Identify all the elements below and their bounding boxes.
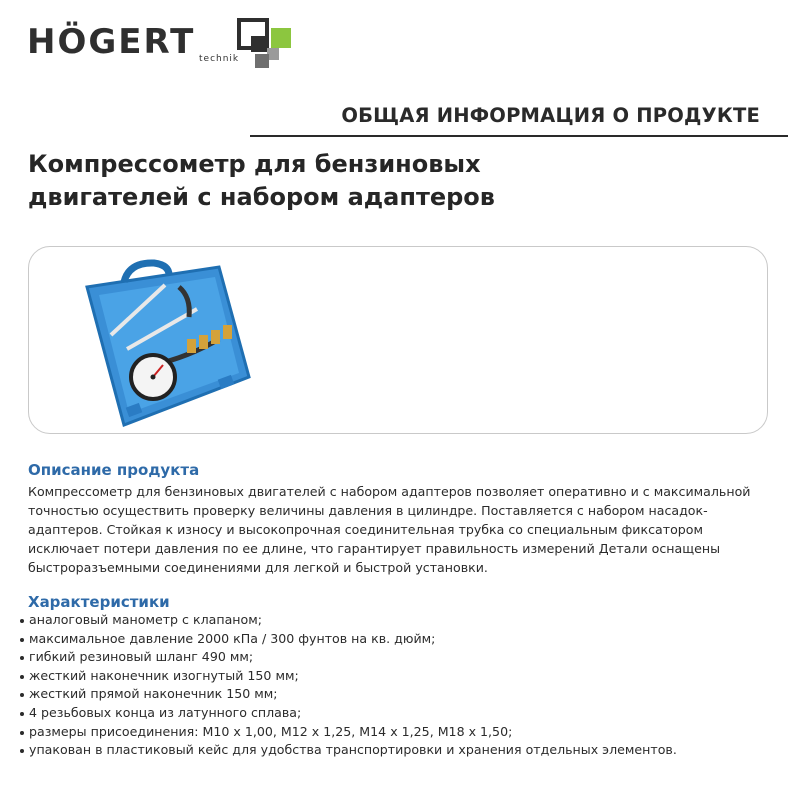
description-text: Компрессометр для бензиновых двигателей с набором адаптеров позволяет оперативно и с максимальной точностью осуществить проверку величины давления в цилиндре. Поставляется с набором насадок-адаптеров. Стойкая к износу и высокопрочная соединительная трубка со специальным фиксатором исключает потери давления по ее длине, что гарантирует правильность измерений Детали оснащены быстроразъемными соединениями для легкой и быстрой установки.	[28, 484, 751, 575]
product-title	[28, 148, 748, 214]
characteristic-item: жесткий наконечник изогнутый 150 мм;	[20, 667, 760, 686]
section-divider	[250, 135, 788, 137]
characteristic-item: 4 резьбовых конца из латунного сплава;	[20, 704, 760, 723]
product-title-line-2: двигателей с набором адаптеров	[28, 183, 495, 211]
product-title-line-1: Компрессометр для бензиновых	[28, 150, 481, 178]
characteristic-item: максимальное давление 2000 кПа / 300 фунтов на кв. дюйм;	[20, 630, 760, 649]
logo-squares-icon	[237, 18, 297, 70]
characteristic-item: аналоговый манометр с клапаном;	[20, 611, 760, 630]
section-header: ОБЩАЯ ИНФОРМАЦИЯ О ПРОДУКТЕ	[341, 104, 760, 127]
brand-logo	[27, 18, 297, 70]
characteristic-item: жесткий прямой наконечник 150 мм;	[20, 685, 760, 704]
description-heading: Описание продукта	[28, 461, 200, 479]
product-image-frame	[28, 246, 768, 434]
logo-subtitle: technik	[199, 54, 240, 64]
characteristic-item: гибкий резиновый шланг 490 мм;	[20, 648, 760, 667]
characteristics-heading: Характеристики	[28, 593, 170, 611]
characteristic-item: упакован в пластиковый кейс для удобства транспортировки и хранения отдельных элементов.	[20, 741, 760, 760]
logo-text: HÖGERT	[27, 22, 196, 62]
characteristics-list	[20, 611, 760, 760]
characteristic-item: размеры присоединения: M10 x 1,00, M12 x 1,25, M14 x 1,25, M18 x 1,50;	[20, 723, 760, 742]
compression-tester-kit-image	[69, 257, 259, 427]
